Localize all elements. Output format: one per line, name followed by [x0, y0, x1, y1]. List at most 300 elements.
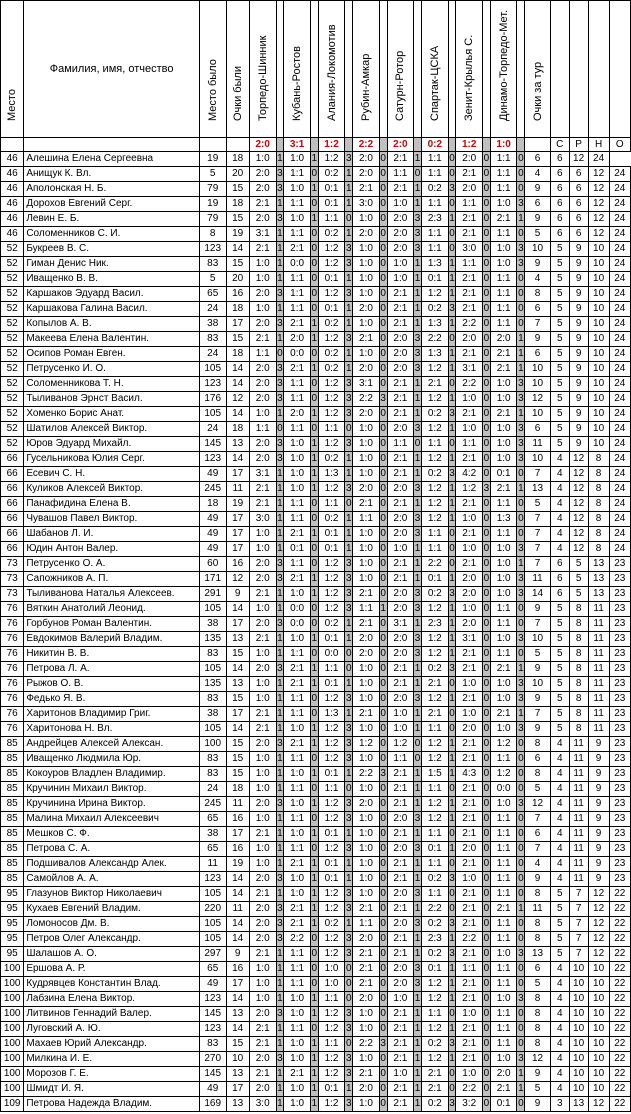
prediction-cell: 1:0: [353, 257, 380, 272]
name-cell: Хоменко Борис Анат.: [24, 407, 200, 422]
stat-cell: 9: [569, 362, 588, 377]
prediction-cell: 2:1: [353, 587, 380, 602]
prediction-cell: 0:0: [318, 647, 345, 662]
prediction-points-cell: 0: [379, 1007, 387, 1022]
prediction-points-cell: 0: [379, 992, 387, 1007]
place-cell: 52: [1, 242, 24, 257]
prediction-points-cell: 1: [414, 1037, 422, 1052]
prediction-points-cell: 1: [276, 962, 284, 977]
points-before-cell: 18: [226, 152, 249, 167]
place-before-cell: 297: [199, 947, 226, 962]
name-cell: Евдокимов Валерий Владим.: [24, 632, 200, 647]
prediction-points-cell: 0: [517, 467, 525, 482]
points-before-cell: 14: [226, 992, 249, 1007]
prediction-cell: 1:1: [284, 1022, 311, 1037]
prediction-cell: 1:1: [353, 512, 380, 527]
prediction-points-cell: 3: [345, 692, 353, 707]
prediction-cell: 1:0: [353, 812, 380, 827]
stat-cell: 8: [525, 932, 551, 947]
prediction-points-cell: 0: [448, 167, 456, 182]
prediction-points-cell: 0: [310, 782, 318, 797]
prediction-cell: 2:1: [284, 362, 311, 377]
prediction-points-cell: 3: [379, 1037, 387, 1052]
prediction-points-cell: 0: [517, 917, 525, 932]
name-cell: Тыливанов Эрнст Васил.: [24, 392, 200, 407]
prediction-points-cell: 0: [345, 962, 353, 977]
stat-cell: 24: [609, 512, 630, 527]
prediction-cell: 0:2: [421, 947, 448, 962]
prediction-points-cell: 3: [414, 242, 422, 257]
prediction-points-cell: 1: [310, 1097, 318, 1112]
stat-cell: 4: [550, 737, 569, 752]
prediction-cell: 1:0: [490, 572, 517, 587]
stat-cell: 23: [609, 827, 630, 842]
stat-cell: 10: [588, 977, 609, 992]
stat-cell: 10: [588, 1037, 609, 1052]
prediction-points-cell: 0: [483, 722, 491, 737]
place-before-cell: 123: [199, 992, 226, 1007]
prediction-cell: 1:0: [284, 887, 311, 902]
points-before-cell: 14: [226, 602, 249, 617]
prediction-points-cell: 1: [448, 977, 456, 992]
prediction-points-cell: 1: [345, 872, 353, 887]
prediction-cell: 1:2: [318, 242, 345, 257]
prediction-cell: 1:0: [284, 992, 311, 1007]
prediction-cell: 1:0: [249, 257, 276, 272]
prediction-points-cell: 3: [414, 647, 422, 662]
prediction-cell: 0:1: [490, 1097, 517, 1112]
stat-cell: 9: [588, 797, 609, 812]
place-cell: 66: [1, 452, 24, 467]
place-before-cell: 105: [199, 602, 226, 617]
prediction-cell: 1:2: [318, 572, 345, 587]
prediction-points-cell: 0: [379, 167, 387, 182]
prediction-points-cell: 1: [414, 542, 422, 557]
prediction-cell: 1:0: [353, 662, 380, 677]
stat-cell: 7: [525, 317, 551, 332]
place-cell: 76: [1, 707, 24, 722]
prediction-cell: 2:1: [249, 887, 276, 902]
stat-cell: 24: [609, 452, 630, 467]
prediction-cell: 1:2: [318, 722, 345, 737]
prediction-points-cell: 0: [310, 842, 318, 857]
prediction-points-cell: 1: [276, 752, 284, 767]
prediction-cell: 2:2: [456, 1082, 483, 1097]
stat-cell: 8: [569, 602, 588, 617]
prediction-cell: 1:0: [353, 557, 380, 572]
place-cell: 76: [1, 677, 24, 692]
prediction-cell: 3:1: [249, 227, 276, 242]
prediction-cell: 1:1: [284, 782, 311, 797]
stat-cell: 5: [550, 677, 569, 692]
prediction-points-cell: 1: [276, 1097, 284, 1112]
prediction-cell: 1:1: [249, 422, 276, 437]
prediction-points-cell: 1: [310, 797, 318, 812]
place-cell: 100: [1, 1067, 24, 1082]
stat-cell: 8: [569, 662, 588, 677]
prediction-points-cell: 1: [448, 362, 456, 377]
prediction-cell: 1:0: [249, 842, 276, 857]
stat-cell: 8: [525, 287, 551, 302]
prediction-points-cell: 1: [345, 317, 353, 332]
prediction-points-cell: 3: [414, 587, 422, 602]
prediction-points-cell: 3: [448, 1097, 456, 1112]
prediction-points-cell: 3: [345, 332, 353, 347]
stat-cell: 11: [525, 902, 551, 917]
prediction-points-cell: 1: [414, 947, 422, 962]
prediction-cell: 1:0: [284, 827, 311, 842]
stat-cell: 7: [525, 467, 551, 482]
table-row: [1, 152, 631, 167]
prediction-cell: 1:0: [353, 272, 380, 287]
points-before-cell: 13: [226, 1097, 249, 1112]
prediction-points-cell: 0: [448, 557, 456, 572]
stat-cell: 4: [550, 1067, 569, 1082]
stat-cell: 6: [550, 167, 569, 182]
prediction-points-cell: 0: [517, 1022, 525, 1037]
prediction-points-cell: 0: [310, 692, 318, 707]
prediction-cell: 2:1: [387, 902, 414, 917]
name-cell: Махаев Юрий Александр.: [24, 1037, 200, 1052]
prediction-points-cell: 1: [414, 767, 422, 782]
stat-cell: 23: [609, 587, 630, 602]
prediction-points-cell: 1: [276, 722, 284, 737]
prediction-cell: 1:1: [421, 167, 448, 182]
prediction-points-cell: 0: [310, 557, 318, 572]
prediction-points-cell: 3: [276, 1007, 284, 1022]
prediction-points-cell: 3: [517, 572, 525, 587]
points-before-cell: 15: [226, 647, 249, 662]
place-cell: 100: [1, 1052, 24, 1067]
stat-cell: 4: [550, 827, 569, 842]
prediction-cell: 1:1: [490, 302, 517, 317]
place-before-cell: 145: [199, 437, 226, 452]
name-cell: Милкина И. Е.: [24, 1052, 200, 1067]
prediction-points-cell: 0: [517, 782, 525, 797]
prediction-cell: 1:0: [353, 887, 380, 902]
prediction-points-cell: 1: [448, 257, 456, 272]
prediction-points-cell: 0: [379, 287, 387, 302]
place-before-cell: 123: [199, 872, 226, 887]
prediction-points-cell: 1: [276, 767, 284, 782]
stat-cell: 5: [550, 692, 569, 707]
prediction-points-cell: 0: [345, 977, 353, 992]
prediction-cell: 2:0: [456, 572, 483, 587]
prediction-points-cell: 1: [345, 452, 353, 467]
stat-cell: 5: [550, 617, 569, 632]
name-cell: Соломенников С. И.: [24, 227, 200, 242]
prediction-cell: 2:1: [249, 332, 276, 347]
prediction-points-cell: 1: [448, 422, 456, 437]
place-cell: 66: [1, 482, 24, 497]
stat-cell: 9: [569, 422, 588, 437]
prediction-cell: 0:1: [318, 827, 345, 842]
prediction-points-cell: 3: [379, 767, 387, 782]
place-before-cell: 83: [199, 692, 226, 707]
prediction-cell: 1:1: [284, 707, 311, 722]
name-cell: Куликов Алексей Виктор.: [24, 482, 200, 497]
place-cell: 73: [1, 557, 24, 572]
prediction-cell: 2:1: [421, 707, 448, 722]
prediction-points-cell: 0: [448, 782, 456, 797]
prediction-points-cell: 0: [483, 992, 491, 1007]
prediction-cell: 2:1: [456, 647, 483, 662]
stat-cell: 7: [525, 842, 551, 857]
prediction-points-cell: 1: [310, 212, 318, 227]
stat-cell: 9: [588, 737, 609, 752]
prediction-points-cell: 0: [517, 737, 525, 752]
prediction-cell: 1:0: [490, 377, 517, 392]
prediction-cell: 1:2: [318, 932, 345, 947]
prediction-points-cell: 1: [310, 152, 318, 167]
stat-cell: 12: [569, 512, 588, 527]
prediction-points-cell: 1: [345, 467, 353, 482]
prediction-cell: 0:1: [421, 272, 448, 287]
table-row: [1, 467, 631, 482]
prediction-points-cell: 1: [310, 632, 318, 647]
points-before-cell: 18: [226, 347, 249, 362]
prediction-cell: 1:1: [490, 182, 517, 197]
stat-cell: 4: [550, 857, 569, 872]
prediction-cell: 2:1: [421, 1082, 448, 1097]
stat-cell: 4: [550, 542, 569, 557]
name-cell: Петрова Л. А.: [24, 662, 200, 677]
prediction-points-cell: 1: [414, 272, 422, 287]
table-row: [1, 692, 631, 707]
prediction-points-cell: 0: [379, 917, 387, 932]
name-cell: Шмидт И. Я.: [24, 1082, 200, 1097]
prediction-points-cell: 1: [310, 887, 318, 902]
prediction-points-cell: 3: [414, 962, 422, 977]
prediction-points-cell: 3: [414, 227, 422, 242]
points-before-cell: 15: [226, 752, 249, 767]
prediction-cell: 2:1: [353, 182, 380, 197]
prediction-points-cell: 3: [276, 362, 284, 377]
prediction-cell: 1:0: [249, 752, 276, 767]
prediction-cell: 2:0: [387, 242, 414, 257]
place-before-cell: 5: [199, 167, 226, 182]
prediction-cell: 1:0: [353, 827, 380, 842]
prediction-points-cell: 1: [517, 212, 525, 227]
place-cell: 46: [1, 197, 24, 212]
stat-cell: 10: [569, 992, 588, 1007]
prediction-cell: 2:0: [353, 152, 380, 167]
prediction-cell: 0:0: [284, 347, 311, 362]
prediction-cell: 2:1: [387, 872, 414, 887]
stat-cell: 6: [550, 587, 569, 602]
stat-cell: 5: [550, 362, 569, 377]
prediction-points-cell: 1: [414, 287, 422, 302]
points-before-cell: 13: [226, 1067, 249, 1082]
prediction-points-cell: 0: [517, 962, 525, 977]
stat-cell: 4: [525, 167, 551, 182]
prediction-points-cell: 1: [276, 1037, 284, 1052]
prediction-points-cell: 0: [310, 812, 318, 827]
stat-cell: 4: [550, 842, 569, 857]
prediction-cell: 0:1: [318, 677, 345, 692]
prediction-points-cell: 3: [345, 722, 353, 737]
prediction-points-cell: 0: [448, 1067, 456, 1082]
points-before-cell: 16: [226, 557, 249, 572]
prediction-cell: 2:1: [490, 407, 517, 422]
place-cell: 85: [1, 872, 24, 887]
place-cell: 100: [1, 977, 24, 992]
prediction-points-cell: 1: [276, 1067, 284, 1082]
prediction-points-cell: 3: [414, 347, 422, 362]
stat-cell: 9: [569, 407, 588, 422]
prediction-cell: 1:1: [284, 977, 311, 992]
prediction-points-cell: 0: [448, 242, 456, 257]
prediction-cell: 1:0: [490, 587, 517, 602]
prediction-points-cell: 0: [483, 302, 491, 317]
stat-cell: 10: [588, 1067, 609, 1082]
prediction-cell: 2:0: [353, 407, 380, 422]
prediction-cell: 2:0: [284, 332, 311, 347]
prediction-cell: 1:0: [490, 422, 517, 437]
prediction-points-cell: 0: [517, 317, 525, 332]
table-row: [1, 287, 631, 302]
prediction-cell: 0:1: [318, 857, 345, 872]
prediction-points-cell: 3: [414, 482, 422, 497]
place-cell: 85: [1, 752, 24, 767]
stat-cell: 8: [569, 692, 588, 707]
stat-cell: 10: [588, 257, 609, 272]
stat-cell: 9: [569, 302, 588, 317]
prediction-cell: 1:0: [353, 287, 380, 302]
stat-cell: 9: [525, 332, 551, 347]
stat-cell: 6: [569, 212, 588, 227]
prediction-points-cell: 3: [448, 182, 456, 197]
prediction-cell: 1:0: [387, 257, 414, 272]
prediction-points-cell: 0: [345, 212, 353, 227]
table-row: [1, 812, 631, 827]
stat-cell: 24: [609, 437, 630, 452]
stat-cell: 4: [525, 272, 551, 287]
table-row: [1, 647, 631, 662]
prediction-points-cell: 3: [517, 587, 525, 602]
table-row: [1, 572, 631, 587]
match-score: 3:1: [284, 138, 311, 152]
stat-cell: 24: [609, 212, 630, 227]
prediction-cell: 0:1: [318, 197, 345, 212]
prediction-points-cell: 1: [414, 182, 422, 197]
prediction-cell: 1:1: [490, 812, 517, 827]
table-row: [1, 992, 631, 1007]
prediction-cell: 2:0: [249, 872, 276, 887]
place-before-cell: 60: [199, 557, 226, 572]
prediction-points-cell: 1: [310, 1067, 318, 1082]
prediction-points-cell: 0: [517, 752, 525, 767]
prediction-cell: 0:1: [318, 527, 345, 542]
prediction-cell: 1:1: [421, 227, 448, 242]
points-before-cell: 17: [226, 512, 249, 527]
place-cell: 76: [1, 632, 24, 647]
prediction-cell: 2:1: [284, 677, 311, 692]
stat-cell: 5: [550, 437, 569, 452]
prediction-cell: 1:0: [353, 1097, 380, 1112]
stat-cell: 7: [569, 947, 588, 962]
stat-cell: 24: [609, 167, 630, 182]
stat-cell: 8: [525, 767, 551, 782]
table-row: [1, 857, 631, 872]
prediction-cell: 1:0: [284, 767, 311, 782]
prediction-cell: 1:0: [249, 272, 276, 287]
stat-cell: 12: [569, 152, 588, 167]
prediction-points-cell: 3: [517, 422, 525, 437]
prediction-cell: 0:1: [318, 872, 345, 887]
prediction-cell: 1:0: [353, 782, 380, 797]
prediction-cell: 1:2: [421, 452, 448, 467]
stat-cell: 8: [525, 1007, 551, 1022]
prediction-cell: 1:0: [284, 182, 311, 197]
prediction-points-cell: 0: [448, 887, 456, 902]
prediction-cell: 2:1: [387, 497, 414, 512]
prediction-points-cell: 3: [276, 932, 284, 947]
stat-cell: 9: [569, 317, 588, 332]
prediction-points-cell: 0: [379, 662, 387, 677]
points-before-cell: 17: [226, 977, 249, 992]
name-cell: Левин Е. Б.: [24, 212, 200, 227]
header-row: [1, 1, 631, 138]
name-cell: Иващенко В. В.: [24, 272, 200, 287]
prediction-points-cell: 3: [345, 902, 353, 917]
table-row: [1, 602, 631, 617]
points-before-cell: 15: [226, 332, 249, 347]
prediction-cell: 1:0: [284, 722, 311, 737]
stat-cell: 23: [609, 647, 630, 662]
prediction-cell: 2:2: [456, 317, 483, 332]
prediction-cell: 2:1: [387, 767, 414, 782]
prediction-points-cell: 0: [483, 452, 491, 467]
prediction-cell: 1:1: [318, 782, 345, 797]
prediction-cell: 1:2: [318, 752, 345, 767]
prediction-points-cell: 1: [276, 527, 284, 542]
place-before-cell: 49: [199, 512, 226, 527]
prediction-points-cell: 0: [379, 887, 387, 902]
name-cell: Харитонова Н. Вл.: [24, 722, 200, 737]
place-before-cell: 65: [199, 287, 226, 302]
prediction-points-cell: 3: [276, 182, 284, 197]
prediction-cell: 2:1: [456, 752, 483, 767]
prediction-points-cell: 0: [483, 512, 491, 527]
stat-cell: 7: [525, 557, 551, 572]
prediction-points-cell: 0: [379, 1022, 387, 1037]
prediction-cell: 1:0: [490, 197, 517, 212]
prediction-points-cell: 3: [414, 692, 422, 707]
prediction-points-cell: 1: [414, 782, 422, 797]
stat-cell: 24: [609, 542, 630, 557]
prediction-cell: 1:2: [318, 257, 345, 272]
name-header: Фамилия, имя, отчество: [24, 1, 200, 138]
stat-cell: 24: [609, 362, 630, 377]
name-cell: Аполонская Н. Б.: [24, 182, 200, 197]
stat-cell: 11: [569, 842, 588, 857]
prediction-cell: 0:2: [318, 512, 345, 527]
prediction-cell: 2:0: [249, 377, 276, 392]
prediction-points-cell: 0: [379, 722, 387, 737]
place-cell: 46: [1, 167, 24, 182]
prediction-cell: 2:0: [353, 227, 380, 242]
prediction-cell: 0:2: [318, 347, 345, 362]
stat-header: С: [550, 138, 569, 152]
prediction-points-cell: 1: [310, 737, 318, 752]
prediction-cell: 1:2: [421, 992, 448, 1007]
prediction-cell: 2:1: [353, 617, 380, 632]
prediction-points-cell: 1: [448, 812, 456, 827]
prediction-cell: 1:1: [490, 152, 517, 167]
points-before-cell: 15: [226, 212, 249, 227]
place-before-cell: 19: [199, 152, 226, 167]
